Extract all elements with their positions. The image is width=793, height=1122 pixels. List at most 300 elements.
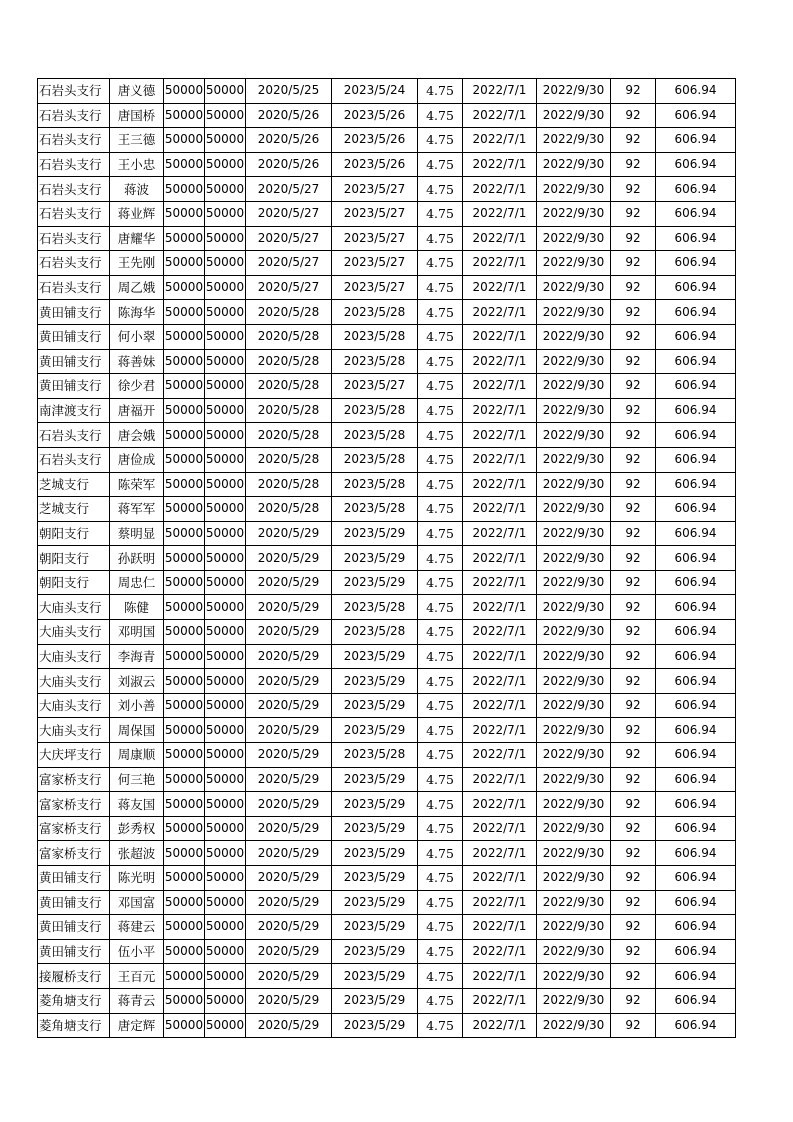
period-end-cell: 2022/9/30: [537, 964, 611, 989]
end-date-cell: 2023/5/28: [332, 497, 418, 522]
period-end-cell: 2022/9/30: [537, 743, 611, 768]
balance-cell: 50000: [205, 988, 246, 1013]
name-cell: 王先刚: [110, 251, 164, 276]
name-cell: 陈光明: [110, 866, 164, 891]
start-date-cell: 2020/5/28: [246, 472, 332, 497]
rate-cell: 4.75: [418, 226, 463, 251]
name-cell: 唐义德: [110, 79, 164, 104]
loan-amount-cell: 50000: [164, 472, 205, 497]
rate-cell: 4.75: [418, 890, 463, 915]
branch-cell: 石岩头支行: [38, 226, 110, 251]
table-row: [38, 497, 736, 522]
end-date-cell: 2023/5/27: [332, 177, 418, 202]
branch-cell: 大庙头支行: [38, 620, 110, 645]
start-date-cell: 2020/5/29: [246, 644, 332, 669]
balance-cell: 50000: [205, 570, 246, 595]
end-date-cell: 2023/5/29: [332, 964, 418, 989]
end-date-cell: 2023/5/28: [332, 595, 418, 620]
balance-cell: 50000: [205, 423, 246, 448]
rate-cell: 4.75: [418, 324, 463, 349]
rate-cell: 4.75: [418, 275, 463, 300]
name-cell: 刘小善: [110, 693, 164, 718]
interest-cell: 606.94: [656, 988, 736, 1013]
rate-cell: 4.75: [418, 841, 463, 866]
start-date-cell: 2020/5/29: [246, 521, 332, 546]
start-date-cell: 2020/5/29: [246, 743, 332, 768]
interest-cell: 606.94: [656, 324, 736, 349]
name-cell: 唐定辉: [110, 1013, 164, 1038]
start-date-cell: 2020/5/27: [246, 201, 332, 226]
table-row: [38, 1013, 736, 1038]
days-cell: 92: [611, 374, 656, 399]
loan-amount-cell: 50000: [164, 398, 205, 423]
start-date-cell: 2020/5/29: [246, 693, 332, 718]
interest-cell: 606.94: [656, 152, 736, 177]
table-row: [38, 669, 736, 694]
balance-cell: 50000: [205, 939, 246, 964]
start-date-cell: 2020/5/29: [246, 915, 332, 940]
end-date-cell: 2023/5/26: [332, 103, 418, 128]
interest-cell: 606.94: [656, 693, 736, 718]
period-end-cell: 2022/9/30: [537, 177, 611, 202]
period-end-cell: 2022/9/30: [537, 595, 611, 620]
rate-cell: 4.75: [418, 374, 463, 399]
rate-cell: 4.75: [418, 767, 463, 792]
table-row: [38, 324, 736, 349]
start-date-cell: 2020/5/28: [246, 423, 332, 448]
days-cell: 92: [611, 988, 656, 1013]
period-start-cell: 2022/7/1: [463, 816, 537, 841]
end-date-cell: 2023/5/29: [332, 792, 418, 817]
end-date-cell: 2023/5/26: [332, 128, 418, 153]
start-date-cell: 2020/5/26: [246, 103, 332, 128]
balance-cell: 50000: [205, 669, 246, 694]
balance-cell: 50000: [205, 152, 246, 177]
period-end-cell: 2022/9/30: [537, 570, 611, 595]
rate-cell: 4.75: [418, 521, 463, 546]
start-date-cell: 2020/5/29: [246, 988, 332, 1013]
table-row: [38, 964, 736, 989]
table-row: [38, 546, 736, 571]
days-cell: 92: [611, 841, 656, 866]
end-date-cell: 2023/5/24: [332, 79, 418, 104]
balance-cell: 50000: [205, 1013, 246, 1038]
name-cell: 陈健: [110, 595, 164, 620]
name-cell: 王百元: [110, 964, 164, 989]
loan-amount-cell: 50000: [164, 915, 205, 940]
period-start-cell: 2022/7/1: [463, 595, 537, 620]
interest-cell: 606.94: [656, 816, 736, 841]
days-cell: 92: [611, 718, 656, 743]
name-cell: 蒋友国: [110, 792, 164, 817]
interest-cell: 606.94: [656, 472, 736, 497]
table-row: [38, 620, 736, 645]
table-row: [38, 693, 736, 718]
period-end-cell: 2022/9/30: [537, 128, 611, 153]
branch-cell: 石岩头支行: [38, 423, 110, 448]
loan-amount-cell: 50000: [164, 669, 205, 694]
name-cell: 蒋业辉: [110, 201, 164, 226]
end-date-cell: 2023/5/29: [332, 570, 418, 595]
interest-cell: 606.94: [656, 595, 736, 620]
interest-cell: 606.94: [656, 79, 736, 104]
balance-cell: 50000: [205, 718, 246, 743]
table-row: [38, 226, 736, 251]
table-row: [38, 915, 736, 940]
interest-cell: 606.94: [656, 939, 736, 964]
period-start-cell: 2022/7/1: [463, 792, 537, 817]
interest-cell: 606.94: [656, 177, 736, 202]
period-end-cell: 2022/9/30: [537, 693, 611, 718]
end-date-cell: 2023/5/29: [332, 767, 418, 792]
end-date-cell: 2023/5/27: [332, 201, 418, 226]
branch-cell: 富家桥支行: [38, 792, 110, 817]
rate-cell: 4.75: [418, 349, 463, 374]
period-start-cell: 2022/7/1: [463, 669, 537, 694]
interest-cell: 606.94: [656, 964, 736, 989]
table-row: [38, 275, 736, 300]
days-cell: 92: [611, 915, 656, 940]
branch-cell: 黄田铺支行: [38, 324, 110, 349]
branch-cell: 大庙头支行: [38, 669, 110, 694]
end-date-cell: 2023/5/29: [332, 988, 418, 1013]
days-cell: 92: [611, 1013, 656, 1038]
rate-cell: 4.75: [418, 620, 463, 645]
period-start-cell: 2022/7/1: [463, 915, 537, 940]
period-end-cell: 2022/9/30: [537, 79, 611, 104]
end-date-cell: 2023/5/29: [332, 521, 418, 546]
period-end-cell: 2022/9/30: [537, 792, 611, 817]
days-cell: 92: [611, 177, 656, 202]
end-date-cell: 2023/5/29: [332, 546, 418, 571]
period-start-cell: 2022/7/1: [463, 103, 537, 128]
loan-amount-cell: 50000: [164, 349, 205, 374]
loan-amount-cell: 50000: [164, 743, 205, 768]
interest-cell: 606.94: [656, 398, 736, 423]
period-start-cell: 2022/7/1: [463, 324, 537, 349]
name-cell: 周保国: [110, 718, 164, 743]
balance-cell: 50000: [205, 890, 246, 915]
name-cell: 刘淑云: [110, 669, 164, 694]
period-end-cell: 2022/9/30: [537, 718, 611, 743]
balance-cell: 50000: [205, 398, 246, 423]
end-date-cell: 2023/5/26: [332, 152, 418, 177]
period-start-cell: 2022/7/1: [463, 718, 537, 743]
loan-amount-cell: 50000: [164, 767, 205, 792]
period-end-cell: 2022/9/30: [537, 841, 611, 866]
loan-amount-cell: 50000: [164, 939, 205, 964]
period-start-cell: 2022/7/1: [463, 644, 537, 669]
table-row: [38, 570, 736, 595]
name-cell: 孙跃明: [110, 546, 164, 571]
table-body: [38, 79, 736, 1038]
days-cell: 92: [611, 152, 656, 177]
start-date-cell: 2020/5/29: [246, 669, 332, 694]
branch-cell: 石岩头支行: [38, 103, 110, 128]
name-cell: 陈荣军: [110, 472, 164, 497]
balance-cell: 50000: [205, 226, 246, 251]
days-cell: 92: [611, 423, 656, 448]
branch-cell: 石岩头支行: [38, 177, 110, 202]
start-date-cell: 2020/5/26: [246, 152, 332, 177]
balance-cell: 50000: [205, 349, 246, 374]
rate-cell: 4.75: [418, 79, 463, 104]
days-cell: 92: [611, 398, 656, 423]
days-cell: 92: [611, 324, 656, 349]
table-row: [38, 103, 736, 128]
end-date-cell: 2023/5/29: [332, 866, 418, 891]
end-date-cell: 2023/5/29: [332, 669, 418, 694]
period-start-cell: 2022/7/1: [463, 964, 537, 989]
name-cell: 蒋军军: [110, 497, 164, 522]
start-date-cell: 2020/5/29: [246, 718, 332, 743]
period-end-cell: 2022/9/30: [537, 398, 611, 423]
period-start-cell: 2022/7/1: [463, 546, 537, 571]
table-row: [38, 792, 736, 817]
start-date-cell: 2020/5/28: [246, 324, 332, 349]
period-end-cell: 2022/9/30: [537, 521, 611, 546]
interest-cell: 606.94: [656, 201, 736, 226]
branch-cell: 接履桥支行: [38, 964, 110, 989]
loan-amount-cell: 50000: [164, 718, 205, 743]
days-cell: 92: [611, 447, 656, 472]
branch-cell: 石岩头支行: [38, 79, 110, 104]
start-date-cell: 2020/5/29: [246, 964, 332, 989]
name-cell: 彭秀权: [110, 816, 164, 841]
loan-amount-cell: 50000: [164, 988, 205, 1013]
start-date-cell: 2020/5/28: [246, 374, 332, 399]
branch-cell: 石岩头支行: [38, 152, 110, 177]
table-row: [38, 890, 736, 915]
loan-amount-cell: 50000: [164, 324, 205, 349]
interest-cell: 606.94: [656, 423, 736, 448]
branch-cell: 芝城支行: [38, 497, 110, 522]
days-cell: 92: [611, 570, 656, 595]
name-cell: 唐福开: [110, 398, 164, 423]
interest-cell: 606.94: [656, 103, 736, 128]
days-cell: 92: [611, 546, 656, 571]
start-date-cell: 2020/5/28: [246, 349, 332, 374]
interest-cell: 606.94: [656, 226, 736, 251]
table-row: [38, 816, 736, 841]
period-start-cell: 2022/7/1: [463, 620, 537, 645]
start-date-cell: 2020/5/29: [246, 792, 332, 817]
interest-cell: 606.94: [656, 792, 736, 817]
name-cell: 唐国桥: [110, 103, 164, 128]
interest-cell: 606.94: [656, 447, 736, 472]
interest-cell: 606.94: [656, 546, 736, 571]
loan-amount-cell: 50000: [164, 226, 205, 251]
interest-cell: 606.94: [656, 743, 736, 768]
loan-amount-cell: 50000: [164, 521, 205, 546]
loan-amount-cell: 50000: [164, 177, 205, 202]
balance-cell: 50000: [205, 816, 246, 841]
branch-cell: 朝阳支行: [38, 570, 110, 595]
name-cell: 伍小平: [110, 939, 164, 964]
start-date-cell: 2020/5/27: [246, 226, 332, 251]
interest-cell: 606.94: [656, 866, 736, 891]
rate-cell: 4.75: [418, 472, 463, 497]
period-end-cell: 2022/9/30: [537, 275, 611, 300]
loan-amount-cell: 50000: [164, 447, 205, 472]
period-start-cell: 2022/7/1: [463, 497, 537, 522]
balance-cell: 50000: [205, 644, 246, 669]
balance-cell: 50000: [205, 275, 246, 300]
branch-cell: 黄田铺支行: [38, 915, 110, 940]
table-row: [38, 349, 736, 374]
name-cell: 周乙娥: [110, 275, 164, 300]
interest-cell: 606.94: [656, 841, 736, 866]
balance-cell: 50000: [205, 374, 246, 399]
name-cell: 唐会娥: [110, 423, 164, 448]
days-cell: 92: [611, 472, 656, 497]
interest-cell: 606.94: [656, 1013, 736, 1038]
days-cell: 92: [611, 620, 656, 645]
end-date-cell: 2023/5/27: [332, 251, 418, 276]
end-date-cell: 2023/5/29: [332, 915, 418, 940]
start-date-cell: 2020/5/29: [246, 890, 332, 915]
name-cell: 蒋青云: [110, 988, 164, 1013]
rate-cell: 4.75: [418, 866, 463, 891]
period-end-cell: 2022/9/30: [537, 374, 611, 399]
name-cell: 蒋波: [110, 177, 164, 202]
loan-amount-cell: 50000: [164, 546, 205, 571]
rate-cell: 4.75: [418, 792, 463, 817]
name-cell: 蒋善妹: [110, 349, 164, 374]
end-date-cell: 2023/5/27: [332, 374, 418, 399]
loan-amount-cell: 50000: [164, 497, 205, 522]
days-cell: 92: [611, 79, 656, 104]
interest-cell: 606.94: [656, 128, 736, 153]
period-start-cell: 2022/7/1: [463, 300, 537, 325]
interest-table: [37, 78, 736, 1038]
rate-cell: 4.75: [418, 201, 463, 226]
balance-cell: 50000: [205, 128, 246, 153]
balance-cell: 50000: [205, 841, 246, 866]
interest-cell: 606.94: [656, 521, 736, 546]
period-end-cell: 2022/9/30: [537, 767, 611, 792]
end-date-cell: 2023/5/28: [332, 349, 418, 374]
start-date-cell: 2020/5/25: [246, 79, 332, 104]
rate-cell: 4.75: [418, 915, 463, 940]
rate-cell: 4.75: [418, 152, 463, 177]
table-row: [38, 447, 736, 472]
days-cell: 92: [611, 521, 656, 546]
balance-cell: 50000: [205, 595, 246, 620]
table-row: [38, 79, 736, 104]
rate-cell: 4.75: [418, 570, 463, 595]
period-start-cell: 2022/7/1: [463, 841, 537, 866]
balance-cell: 50000: [205, 251, 246, 276]
loan-amount-cell: 50000: [164, 620, 205, 645]
table-row: [38, 988, 736, 1013]
start-date-cell: 2020/5/29: [246, 595, 332, 620]
period-start-cell: 2022/7/1: [463, 1013, 537, 1038]
period-start-cell: 2022/7/1: [463, 988, 537, 1013]
branch-cell: 石岩头支行: [38, 275, 110, 300]
loan-amount-cell: 50000: [164, 841, 205, 866]
period-start-cell: 2022/7/1: [463, 177, 537, 202]
interest-cell: 606.94: [656, 890, 736, 915]
period-start-cell: 2022/7/1: [463, 767, 537, 792]
loan-amount-cell: 50000: [164, 79, 205, 104]
days-cell: 92: [611, 226, 656, 251]
end-date-cell: 2023/5/28: [332, 743, 418, 768]
start-date-cell: 2020/5/29: [246, 939, 332, 964]
name-cell: 王小忠: [110, 152, 164, 177]
loan-amount-cell: 50000: [164, 423, 205, 448]
table-row: [38, 866, 736, 891]
branch-cell: 大庙头支行: [38, 595, 110, 620]
days-cell: 92: [611, 595, 656, 620]
branch-cell: 黄田铺支行: [38, 300, 110, 325]
interest-cell: 606.94: [656, 497, 736, 522]
branch-cell: 大庙头支行: [38, 693, 110, 718]
start-date-cell: 2020/5/29: [246, 841, 332, 866]
days-cell: 92: [611, 201, 656, 226]
loan-amount-cell: 50000: [164, 374, 205, 399]
start-date-cell: 2020/5/28: [246, 447, 332, 472]
loan-amount-cell: 50000: [164, 128, 205, 153]
start-date-cell: 2020/5/29: [246, 620, 332, 645]
table-row: [38, 300, 736, 325]
name-cell: 王三德: [110, 128, 164, 153]
balance-cell: 50000: [205, 792, 246, 817]
days-cell: 92: [611, 497, 656, 522]
period-start-cell: 2022/7/1: [463, 423, 537, 448]
period-end-cell: 2022/9/30: [537, 447, 611, 472]
days-cell: 92: [611, 300, 656, 325]
days-cell: 92: [611, 767, 656, 792]
table-row: [38, 423, 736, 448]
days-cell: 92: [611, 251, 656, 276]
days-cell: 92: [611, 964, 656, 989]
branch-cell: 黄田铺支行: [38, 866, 110, 891]
name-cell: 李海青: [110, 644, 164, 669]
balance-cell: 50000: [205, 743, 246, 768]
period-end-cell: 2022/9/30: [537, 939, 611, 964]
balance-cell: 50000: [205, 324, 246, 349]
balance-cell: 50000: [205, 447, 246, 472]
name-cell: 邓国富: [110, 890, 164, 915]
balance-cell: 50000: [205, 497, 246, 522]
loan-amount-cell: 50000: [164, 1013, 205, 1038]
rate-cell: 4.75: [418, 423, 463, 448]
rate-cell: 4.75: [418, 743, 463, 768]
branch-cell: 石岩头支行: [38, 201, 110, 226]
start-date-cell: 2020/5/27: [246, 177, 332, 202]
balance-cell: 50000: [205, 201, 246, 226]
period-start-cell: 2022/7/1: [463, 226, 537, 251]
loan-amount-cell: 50000: [164, 792, 205, 817]
balance-cell: 50000: [205, 103, 246, 128]
period-end-cell: 2022/9/30: [537, 890, 611, 915]
period-end-cell: 2022/9/30: [537, 201, 611, 226]
rate-cell: 4.75: [418, 251, 463, 276]
name-cell: 周忠仁: [110, 570, 164, 595]
branch-cell: 石岩头支行: [38, 251, 110, 276]
start-date-cell: 2020/5/29: [246, 866, 332, 891]
end-date-cell: 2023/5/29: [332, 939, 418, 964]
branch-cell: 菱角塘支行: [38, 1013, 110, 1038]
end-date-cell: 2023/5/28: [332, 300, 418, 325]
period-start-cell: 2022/7/1: [463, 866, 537, 891]
days-cell: 92: [611, 644, 656, 669]
rate-cell: 4.75: [418, 816, 463, 841]
table-row: [38, 595, 736, 620]
table-row: [38, 939, 736, 964]
interest-cell: 606.94: [656, 300, 736, 325]
